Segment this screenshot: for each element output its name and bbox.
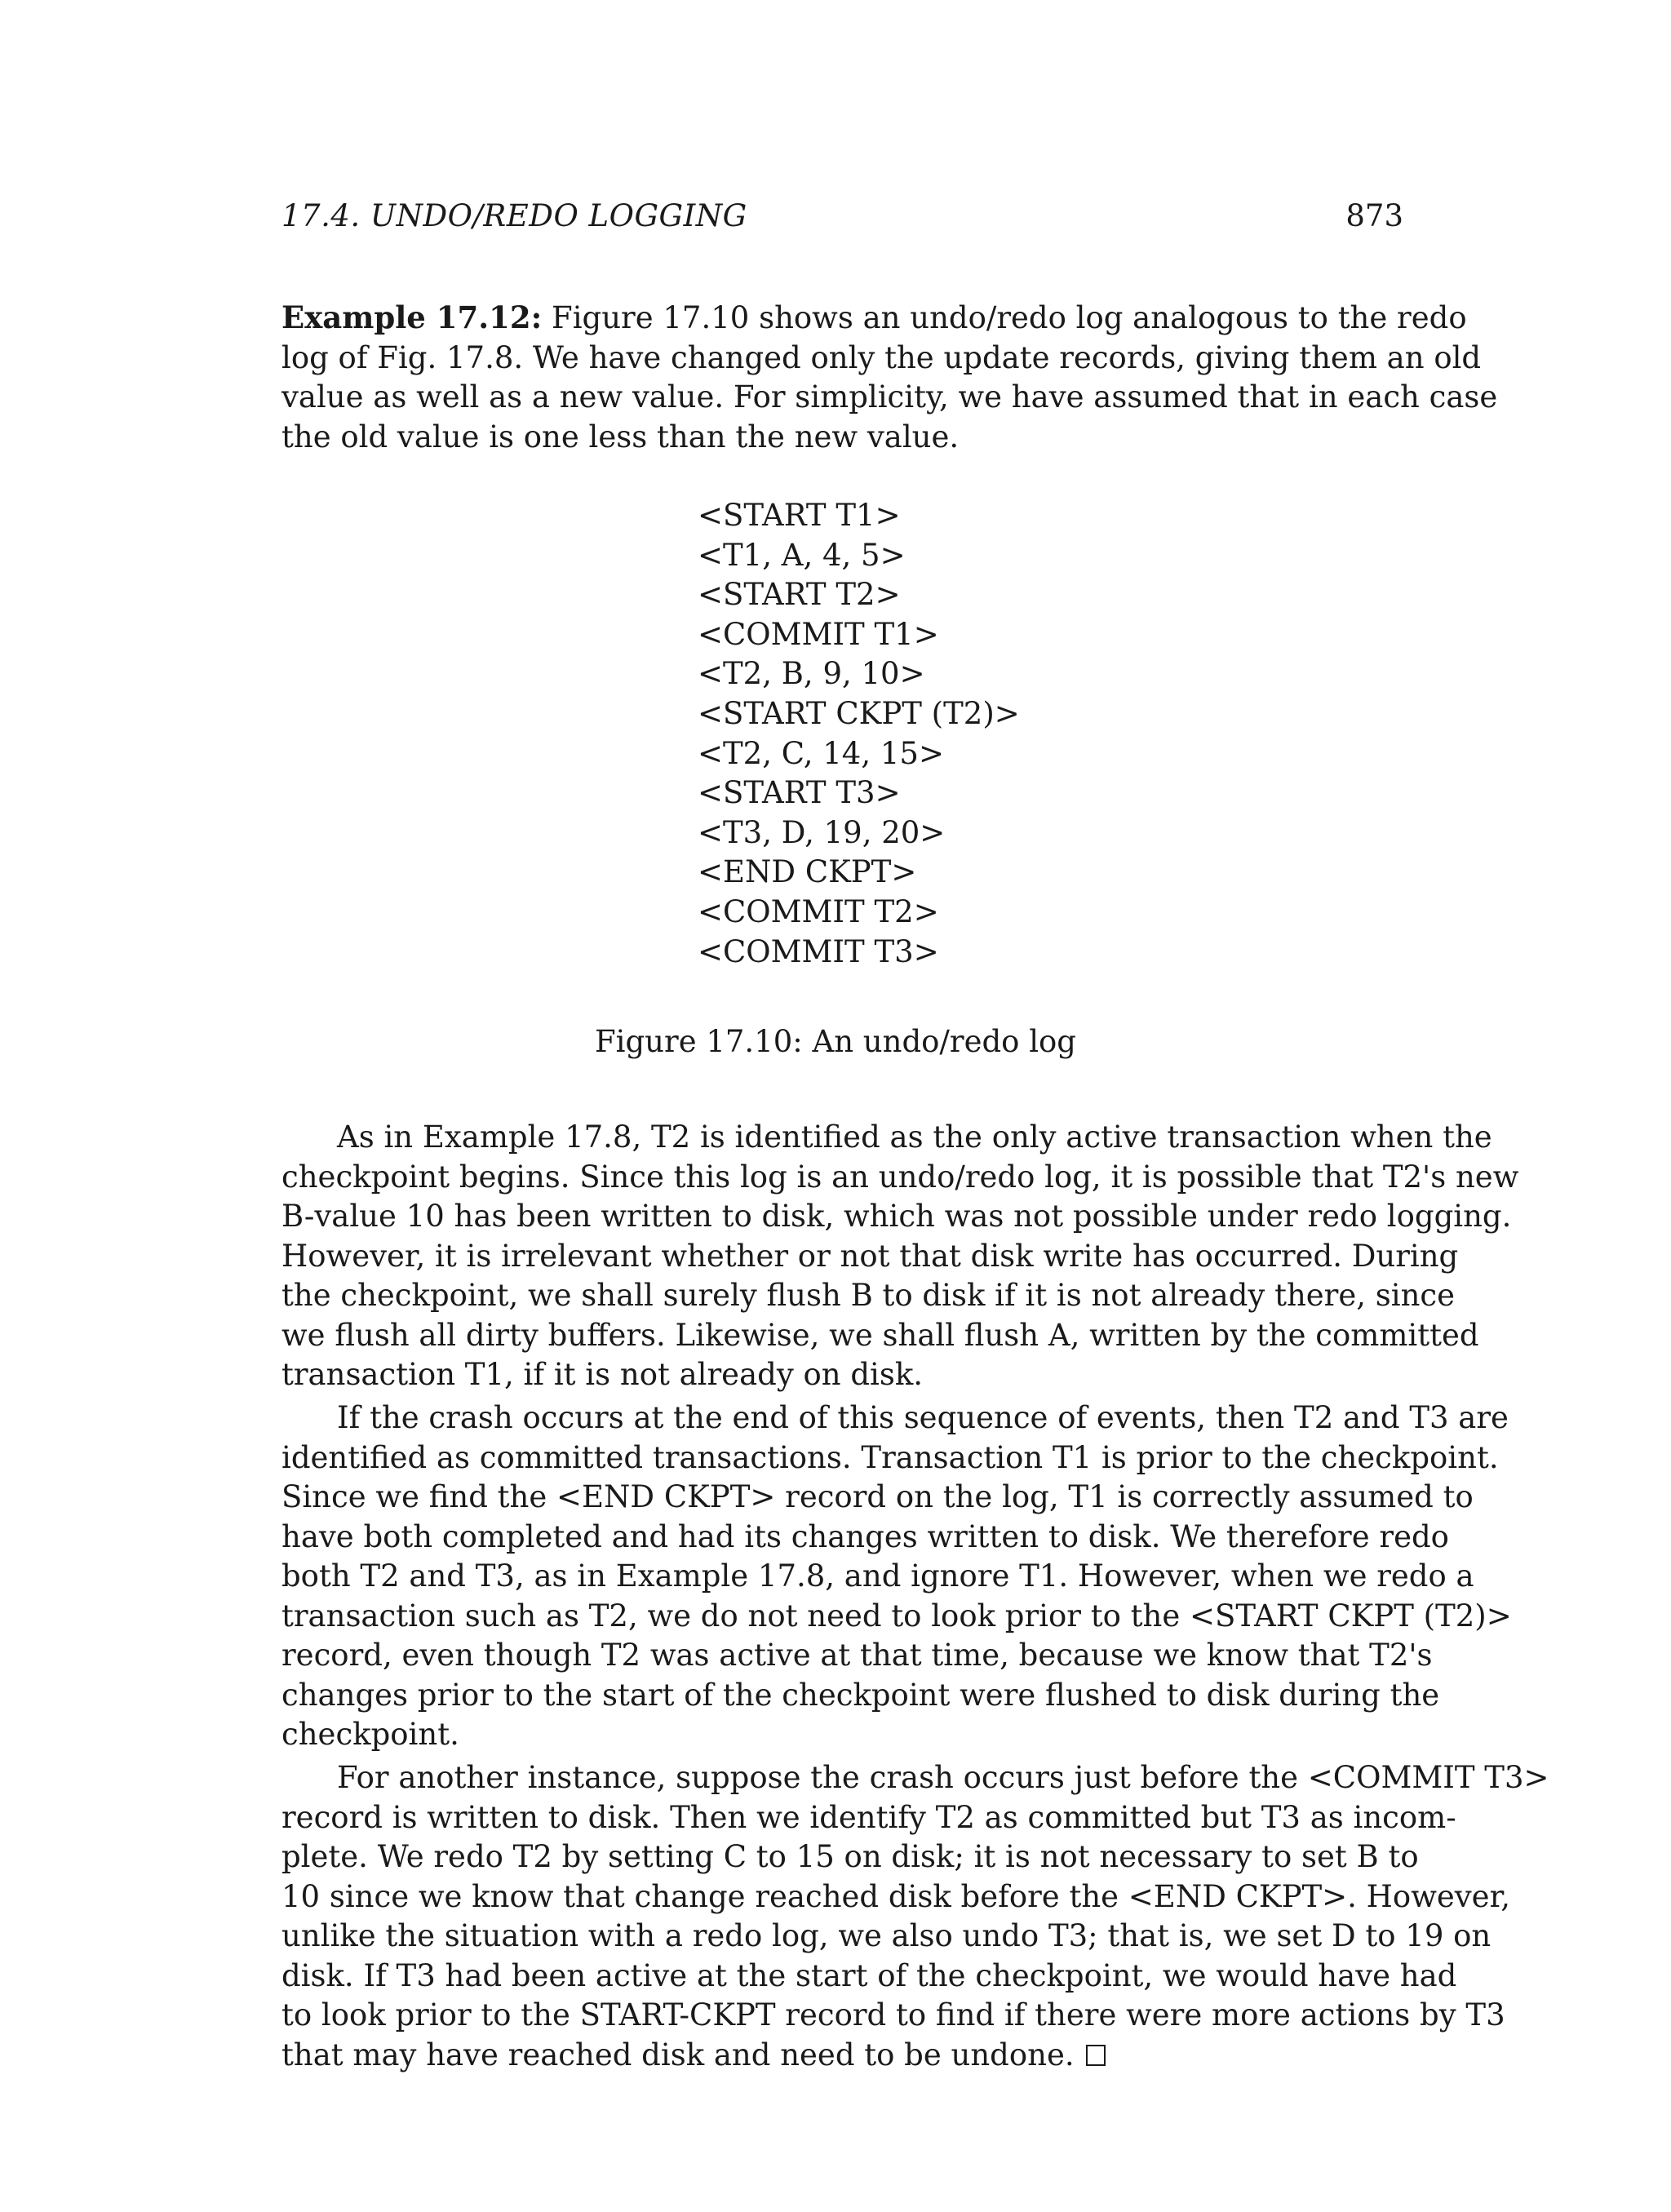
text-line: the checkpoint, we shall surely flush B to disk if it is not already there, since <box>281 1278 1456 1313</box>
text-line: have both completed and had its changes written to disk. We therefore redo <box>281 1518 1449 1554</box>
text-line: to look prior to the START-CKPT record to find if there were more actions by T3 <box>281 1997 1505 2032</box>
log-record: <COMMIT T1> <box>698 616 939 652</box>
text-line: As in Example 17.8, T2 is identified as the only active transaction when the <box>337 1119 1492 1155</box>
text-line: record, even though T2 was active at that time, because we know that T2's <box>281 1638 1433 1673</box>
log-record: <START CKPT (T2)> <box>698 695 1020 731</box>
page-header <box>281 198 1403 239</box>
text-line: transaction T1, if it is not already on disk. <box>281 1357 924 1392</box>
log-record: <T1, A, 4, 5> <box>698 537 906 573</box>
log-record: <T2, C, 14, 15> <box>698 735 944 771</box>
log-record: <END CKPT> <box>698 854 917 890</box>
paragraph-2 <box>281 1399 1512 1755</box>
log-record: <COMMIT T2> <box>698 893 939 929</box>
text-line: unlike the situation with a redo log, we also undo T3; that is, we set D to 19 on <box>281 1918 1491 1953</box>
text-line: Since we find the <END CKPT> record on the log, T1 is correctly assumed to <box>281 1479 1474 1514</box>
text-line: changes prior to the start of the checkpoint were flushed to disk during the <box>281 1677 1440 1713</box>
text-line: that may have reached disk and need to be undone. <box>281 2036 1403 2076</box>
text-line: checkpoint. <box>281 1717 459 1752</box>
text-line: record is written to disk. Then we identify T2 as committed but T3 as incom- <box>281 1799 1456 1835</box>
paragraph-1 <box>281 1118 1519 1395</box>
figure-caption: Figure 17.10: An undo/redo log <box>594 1024 1076 1059</box>
text-line: B-value 10 has been written to disk, which was not possible under redo logging. <box>281 1199 1512 1234</box>
text-line: log of Fig. 17.8. We have changed only the update records, giving them an old <box>281 339 1482 375</box>
text-line: However, it is irrelevant whether or not that disk write has occurred. During <box>281 1238 1459 1274</box>
example-label: Example 17.12: <box>281 299 543 335</box>
log-record: <START T1> <box>698 498 901 533</box>
text-line: For another instance, suppose the crash occurs just before the <COMMIT T3> <box>337 1760 1549 1795</box>
text-line: the old value is one less than the new value. <box>281 419 960 454</box>
example-intro <box>281 298 1498 457</box>
text-line: 10 since we know that change reached disk before the <END CKPT>. However, <box>281 1878 1510 1914</box>
log-record: <COMMIT T3> <box>698 933 939 969</box>
end-of-proof-icon <box>1086 2045 1106 2066</box>
text-line: we flush all dirty buffers. Likewise, we shall flush A, written by the committed <box>281 1317 1479 1353</box>
text-line: disk. If T3 had been active at the start of the checkpoint, we would have had <box>281 1957 1457 1993</box>
text-line: checkpoint begins. Since this log is an undo/redo log, it is possible that T2's new <box>281 1159 1519 1195</box>
text-line: value as well as a new value. For simplicity, we have assumed that in each case <box>281 379 1498 414</box>
text-line: transaction such as T2, we do not need to look prior to the <START CKPT (T2)> <box>281 1598 1512 1634</box>
log-record: <T2, B, 9, 10> <box>698 656 925 692</box>
page-number: 873 <box>1345 198 1403 233</box>
log-record: <START T2> <box>698 577 901 613</box>
text-line: If the crash occurs at the end of this sequence of events, then T2 and T3 are <box>337 1400 1509 1435</box>
text-line: plete. We redo T2 by setting C to 15 on disk; it is not necessary to set B to <box>281 1839 1419 1874</box>
text-line: identified as committed transactions. Transaction T1 is prior to the checkpoint. <box>281 1439 1499 1475</box>
log-record: <START T3> <box>698 775 901 811</box>
undo-redo-log-figure <box>698 496 1106 972</box>
section-title: 17.4. UNDO/REDO LOGGING <box>281 198 747 233</box>
text-line: Example 17.12: Figure 17.10 shows an undo/redo log analogous to the redo <box>281 299 1467 335</box>
text-line: both T2 and T3, as in Example 17.8, and ignore T1. However, when we redo a <box>281 1558 1474 1594</box>
paragraph-3 <box>281 1758 1549 2075</box>
log-record: <T3, D, 19, 20> <box>698 814 946 850</box>
